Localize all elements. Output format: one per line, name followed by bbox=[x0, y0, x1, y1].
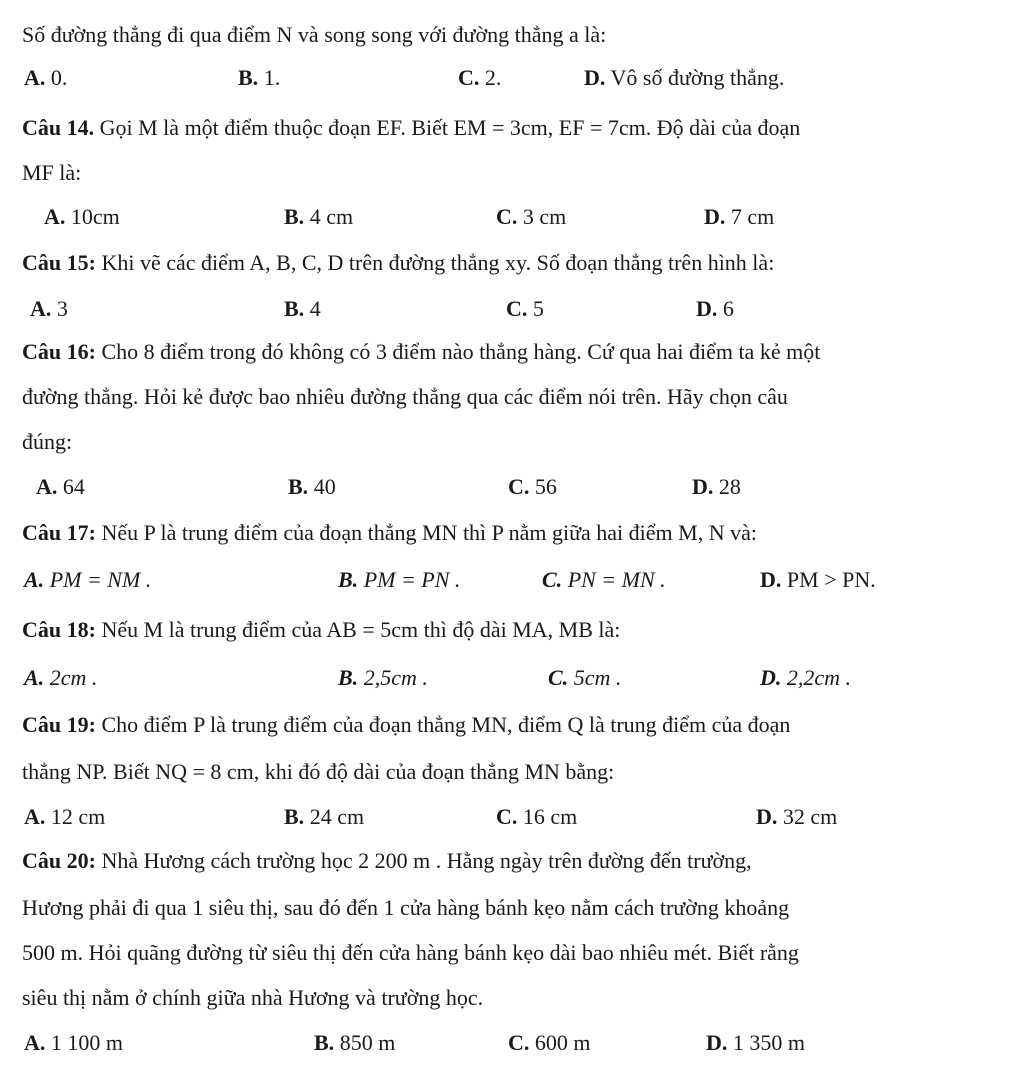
q16-option-d bbox=[692, 472, 741, 502]
option-text: 28 bbox=[718, 474, 741, 499]
option-text: PN = MN . bbox=[567, 567, 666, 592]
option-label: B. bbox=[338, 567, 359, 592]
option-text: Vô số đường thẳng. bbox=[610, 65, 785, 90]
option-text: 3 bbox=[56, 296, 68, 321]
option-text: 64 bbox=[62, 474, 85, 499]
option-text: 600 m bbox=[534, 1030, 591, 1055]
option-text: 12 cm bbox=[50, 804, 106, 829]
option-text: 2cm . bbox=[49, 665, 98, 690]
question-number: Câu 14. bbox=[22, 115, 95, 140]
option-text: 2,5cm . bbox=[363, 665, 428, 690]
option-text: PM = NM . bbox=[49, 567, 152, 592]
option-label: C. bbox=[508, 1030, 530, 1055]
q15-option-b bbox=[284, 294, 321, 324]
option-label: A. bbox=[36, 474, 58, 499]
question-number: Câu 16: bbox=[22, 339, 96, 364]
q17-option-a bbox=[24, 565, 151, 595]
q19-stem-line2: thẳng NP. Biết NQ = 8 cm, khi đó độ dài của đoạn thẳng MN bằng: bbox=[22, 759, 615, 784]
option-text: 5cm . bbox=[573, 665, 622, 690]
option-text: 2,2cm . bbox=[786, 665, 852, 690]
q16-option-c bbox=[508, 472, 557, 502]
option-label: B. bbox=[314, 1030, 335, 1055]
q18-option-b bbox=[338, 663, 428, 693]
option-text: 6 bbox=[722, 296, 734, 321]
question-number: Câu 19: bbox=[22, 712, 96, 737]
option-text: 4 cm bbox=[309, 204, 354, 229]
option-text: 24 cm bbox=[309, 804, 365, 829]
q13-option-d bbox=[584, 63, 784, 93]
option-label: C. bbox=[496, 804, 518, 829]
option-text: 10cm bbox=[70, 204, 120, 229]
q13-option-c bbox=[458, 63, 501, 93]
q15-option-a bbox=[30, 294, 68, 324]
q20-option-d bbox=[706, 1028, 805, 1058]
q19-option-b bbox=[284, 802, 364, 832]
option-label: D. bbox=[692, 474, 714, 499]
option-text: 2. bbox=[484, 65, 502, 90]
q20-option-c bbox=[508, 1028, 591, 1058]
q14-option-a bbox=[44, 202, 120, 232]
option-label: B. bbox=[238, 65, 259, 90]
option-text: 40 bbox=[313, 474, 336, 499]
q15-stem-line1 bbox=[22, 248, 774, 278]
q16-stem-line1 bbox=[22, 337, 820, 367]
q17-option-b bbox=[338, 565, 460, 595]
option-label: D. bbox=[696, 296, 718, 321]
q14-option-c bbox=[496, 202, 566, 232]
question-text: Nếu P là trung điểm của đoạn thẳng MN thì P nằm giữa hai điểm M, N và: bbox=[101, 520, 757, 545]
option-label: C. bbox=[506, 296, 528, 321]
q13-option-a bbox=[24, 63, 67, 93]
q13-stem-line1: Số đường thẳng đi qua điểm N và song song với đường thẳng a là: bbox=[22, 22, 607, 47]
option-text: 1 350 m bbox=[732, 1030, 806, 1055]
option-text: PM > PN. bbox=[786, 567, 876, 592]
option-text: 1. bbox=[263, 65, 281, 90]
option-text: 0. bbox=[50, 65, 68, 90]
q20-option-a bbox=[24, 1028, 123, 1058]
option-label: A. bbox=[30, 296, 52, 321]
option-label: C. bbox=[496, 204, 518, 229]
question-number: Câu 20: bbox=[22, 848, 96, 873]
q20-stem-line4: siêu thị nằm ở chính giữa nhà Hương và trường học. bbox=[22, 985, 484, 1010]
q20-option-b bbox=[314, 1028, 395, 1058]
q20-stem-line1 bbox=[22, 846, 752, 876]
q20-stem-line2: Hương phải đi qua 1 siêu thị, sau đó đến 1 cửa hàng bánh kẹo nằm cách trường khoảng bbox=[22, 895, 790, 920]
q15-option-d bbox=[696, 294, 734, 324]
q18-option-c bbox=[548, 663, 621, 693]
option-label: C. bbox=[548, 665, 569, 690]
option-label: A. bbox=[24, 665, 45, 690]
option-label: B. bbox=[284, 804, 305, 829]
q16-option-a bbox=[36, 472, 85, 502]
q19-option-d bbox=[756, 802, 837, 832]
question-text: Cho 8 điểm trong đó không có 3 điểm nào thẳng hàng. Cứ qua hai điểm ta kẻ một bbox=[101, 339, 821, 364]
option-label: D. bbox=[704, 204, 726, 229]
question-text: Cho điểm P là trung điểm của đoạn thẳng MN, điểm Q là trung điểm của đoạn bbox=[101, 712, 791, 737]
question-text: Nếu M là trung điểm của AB = 5cm thì độ dài MA, MB là: bbox=[101, 617, 621, 642]
q19-option-c bbox=[496, 802, 577, 832]
option-label: C. bbox=[458, 65, 480, 90]
q16-stem-line3: đúng: bbox=[22, 429, 73, 454]
question-number: Câu 18: bbox=[22, 617, 96, 642]
q16-option-b bbox=[288, 472, 336, 502]
q14-option-b bbox=[284, 202, 353, 232]
question-number: Câu 15: bbox=[22, 250, 96, 275]
q17-option-c bbox=[542, 565, 666, 595]
question-number: Câu 17: bbox=[22, 520, 96, 545]
question-text: Gọi M là một điểm thuộc đoạn EF. Biết EM = 3cm, EF = 7cm. Độ dài của đoạn bbox=[99, 115, 801, 140]
q14-stem-line2: MF là: bbox=[22, 160, 82, 185]
option-label: A. bbox=[24, 65, 46, 90]
option-label: D. bbox=[706, 1030, 728, 1055]
option-text: 7 cm bbox=[730, 204, 775, 229]
option-text: 1 100 m bbox=[50, 1030, 124, 1055]
option-label: B. bbox=[284, 296, 305, 321]
option-text: 56 bbox=[534, 474, 557, 499]
q18-option-a bbox=[24, 663, 97, 693]
option-label: B. bbox=[284, 204, 305, 229]
option-label: C. bbox=[542, 567, 563, 592]
option-label: A. bbox=[44, 204, 66, 229]
q17-stem-line1 bbox=[22, 518, 757, 548]
option-label: B. bbox=[338, 665, 359, 690]
q19-stem-line1 bbox=[22, 710, 790, 740]
option-text: 3 cm bbox=[522, 204, 567, 229]
q17-option-d bbox=[760, 565, 876, 595]
q20-stem-line3: 500 m. Hỏi quãng đường từ siêu thị đến cửa hàng bánh kẹo dài bao nhiêu mét. Biết rằng bbox=[22, 940, 799, 965]
option-label: D. bbox=[760, 665, 782, 690]
q14-option-d bbox=[704, 202, 774, 232]
option-label: A. bbox=[24, 804, 46, 829]
option-label: B. bbox=[288, 474, 309, 499]
option-label: C. bbox=[508, 474, 530, 499]
q18-option-d bbox=[760, 663, 851, 693]
option-text: 32 cm bbox=[782, 804, 838, 829]
q18-stem-line1 bbox=[22, 615, 620, 645]
option-label: A. bbox=[24, 567, 45, 592]
q13-option-b bbox=[238, 63, 280, 93]
option-text: PM = PN . bbox=[363, 567, 461, 592]
q15-option-c bbox=[506, 294, 544, 324]
option-text: 4 bbox=[309, 296, 321, 321]
question-text: Khi vẽ các điểm A, B, C, D trên đường thẳng xy. Số đoạn thẳng trên hình là: bbox=[101, 250, 775, 275]
option-label: D. bbox=[760, 567, 782, 592]
option-label: D. bbox=[584, 65, 606, 90]
question-text: Nhà Hương cách trường học 2 200 m . Hằng ngày trên đường đến trường, bbox=[101, 848, 752, 873]
option-label: D. bbox=[756, 804, 778, 829]
option-text: 850 m bbox=[339, 1030, 396, 1055]
q16-stem-line2: đường thẳng. Hỏi kẻ được bao nhiêu đường thẳng qua các điểm nói trên. Hãy chọn câu bbox=[22, 384, 788, 409]
option-label: A. bbox=[24, 1030, 46, 1055]
option-text: 5 bbox=[532, 296, 544, 321]
q14-stem-line1 bbox=[22, 113, 800, 143]
option-text: 16 cm bbox=[522, 804, 578, 829]
q19-option-a bbox=[24, 802, 105, 832]
